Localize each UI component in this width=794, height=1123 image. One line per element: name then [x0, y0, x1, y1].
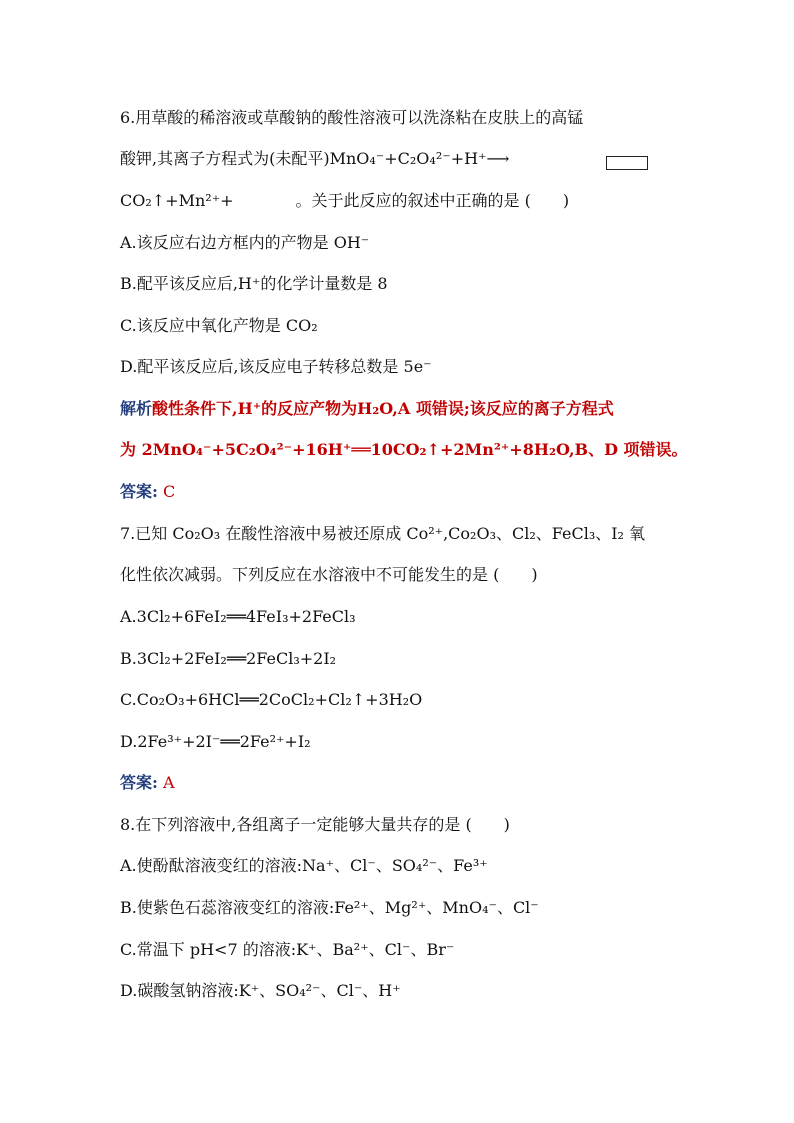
analysis-label: 解析	[120, 399, 153, 418]
q6-option-b: B.配平该反应后,H⁺的化学计量数是 8	[120, 274, 388, 293]
q6-option-a: A.该反应右边方框内的产物是 OH⁻	[120, 233, 370, 252]
q6-question: 。关于此反应的叙述中正确的是 ( )	[295, 191, 570, 210]
q6-stem-line3	[120, 191, 569, 211]
q7-stem-line1: 7.已知 Co₂O₃ 在酸性溶液中易被还原成 Co²⁺,Co₂O₃、Cl₂、FeCl₃、I₂ 氧	[120, 524, 646, 543]
q7-option-d: D.2Fe³⁺+2I⁻══2Fe²⁺+I₂	[120, 732, 311, 751]
q6-analysis-line1	[120, 399, 614, 419]
q7-option-b: B.3Cl₂+2FeI₂══2FeCl₃+2I₂	[120, 649, 337, 668]
q6-stem-line1: 6.用草酸的稀溶液或草酸钠的酸性溶液可以洗涤粘在皮肤上的高锰	[120, 108, 584, 127]
q8-option-b: B.使紫色石蕊溶液变红的溶液:Fe²⁺、Mg²⁺、MnO₄⁻、Cl⁻	[120, 898, 539, 917]
q8-stem-line1: 8.在下列溶液中,各组离子一定能够大量共存的是 ( )	[120, 815, 510, 834]
q8-option-d: D.碳酸氢钠溶液:K⁺、SO₄²⁻、Cl⁻、H⁺	[120, 981, 401, 1000]
q7-option-c: C.Co₂O₃+6HCl══2CoCl₂+Cl₂↑+3H₂O	[120, 690, 423, 709]
q7-option-a: A.3Cl₂+6FeI₂══4FeI₃+2FeCl₃	[120, 607, 356, 626]
answer-value: C	[163, 482, 176, 501]
q6-products: CO₂↑+Mn²⁺+	[120, 191, 234, 210]
answer-label: 答案:	[120, 482, 158, 501]
q7-answer	[120, 773, 175, 793]
q7-stem-line2: 化性依次减弱。下列反应在水溶液中不可能发生的是 ( )	[120, 565, 538, 584]
answer-value: A	[163, 773, 175, 792]
answer-box	[606, 156, 648, 170]
analysis-text: 酸性条件下,H⁺的反应产物为H₂O,A 项错误;该反应的离子方程式	[152, 399, 614, 418]
q8-option-c: C.常温下 pH<7 的溶液:K⁺、Ba²⁺、Cl⁻、Br⁻	[120, 940, 455, 959]
q6-option-d: D.配平该反应后,该反应电子转移总数是 5e⁻	[120, 357, 432, 376]
q6-stem-line2: 酸钾,其离子方程式为(未配平)MnO₄⁻+C₂O₄²⁻+H⁺⟶	[120, 149, 510, 168]
q8-option-a: A.使酚酞溶液变红的溶液:Na⁺、Cl⁻、SO₄²⁻、Fe³⁺	[120, 856, 488, 875]
q6-analysis-line2: 为 2MnO₄⁻+5C₂O₄²⁻+16H⁺══10CO₂↑+2Mn²⁺+8H₂O,B、D 项错误。	[120, 440, 688, 459]
answer-label: 答案:	[120, 773, 158, 792]
q6-answer	[120, 482, 175, 502]
q6-option-c: C.该反应中氧化产物是 CO₂	[120, 316, 318, 335]
